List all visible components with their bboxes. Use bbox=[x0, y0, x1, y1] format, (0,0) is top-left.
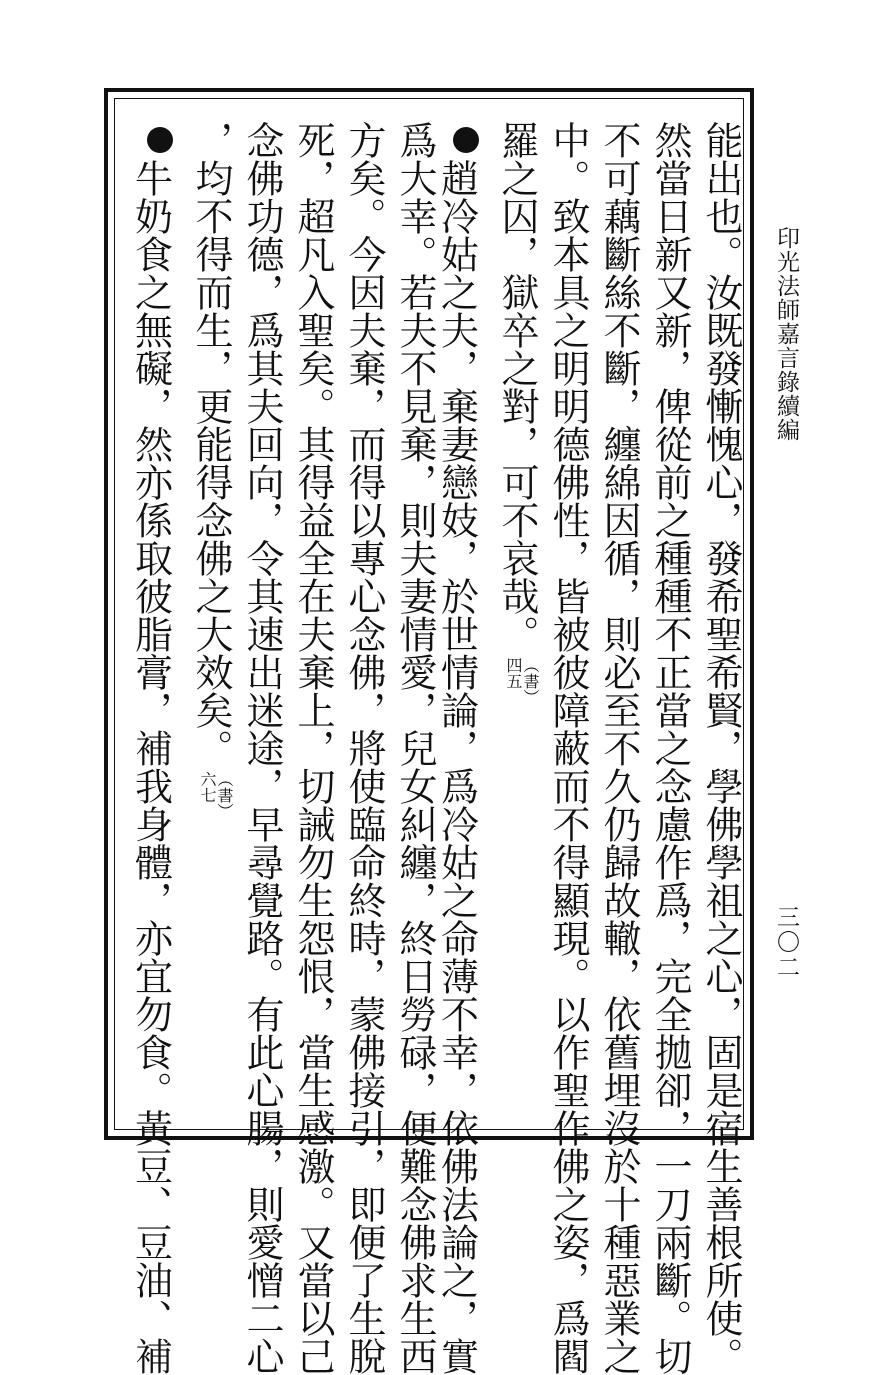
source-note-number: 六七 bbox=[198, 771, 217, 803]
source-note bbox=[199, 771, 233, 819]
text-column-10 bbox=[240, 121, 284, 1375]
source-note bbox=[505, 657, 539, 705]
column-text: 能出也。汝既發慚愧心，發希聖希賢，學佛學祖之心，固是宿生善根所使。 bbox=[699, 121, 743, 1375]
column-text: 羅之囚，獄卒之對，可不哀哉。 bbox=[495, 121, 539, 653]
text-column-8 bbox=[342, 121, 386, 1375]
text-column-7 bbox=[393, 121, 437, 1375]
column-text: 念佛功德，爲其夫回向，令其速出迷途，早尋覺路。有此心腸，則愛憎二心 bbox=[240, 121, 284, 1375]
source-note-number: 四五 bbox=[504, 657, 523, 689]
column-text: 方矣。今因夫棄，而得以專心念佛，將使臨命終時，蒙佛接引，即便了生脫 bbox=[342, 121, 386, 1375]
column-text: 然當日新又新，俾從前之種種不正當之念慮作爲，完全拋卻，一刀兩斷。切 bbox=[648, 121, 692, 1375]
text-column-1 bbox=[699, 121, 743, 1375]
column-text: ，均不得而生，更能得念佛之大效矣。 bbox=[189, 121, 233, 767]
column-text: 牛奶食之無礙，然亦係取彼脂膏，補我身體，亦宜勿食。黃豆、豆油、補 bbox=[128, 159, 173, 1375]
source-note-label: （書） bbox=[521, 657, 540, 705]
text-column-6 bbox=[434, 121, 488, 1375]
text-column-2 bbox=[648, 121, 692, 1375]
column-text: 死，超凡入聖矣。其得益全在夫棄上，切誡勿生怨恨，當生感激。又當以己 bbox=[291, 121, 335, 1375]
text-column-12 bbox=[128, 121, 182, 1375]
text-column-5 bbox=[495, 121, 539, 705]
text-column-3 bbox=[597, 121, 641, 1375]
column-text: 不可藕斷絲不斷，纏綿因循，則必至不久仍歸故轍，依舊埋沒於十種惡業之 bbox=[597, 121, 641, 1375]
text-column-9 bbox=[291, 121, 335, 1375]
bullet-icon bbox=[453, 127, 479, 153]
book-title: 印光法師嘉言錄續編 bbox=[773, 226, 799, 442]
text-column-11 bbox=[189, 121, 233, 819]
bullet-icon bbox=[147, 127, 173, 153]
column-text: 趙冷姑之夫，棄妻戀妓，於世情論，爲冷姑之命薄不幸，依佛法論之，實 bbox=[434, 159, 479, 1375]
source-note-label: （書） bbox=[215, 771, 234, 819]
text-column-4 bbox=[546, 121, 590, 1375]
column-text: 中。致本具之明明德佛性，皆被彼障蔽而不得顯現。以作聖作佛之姿，爲閻 bbox=[546, 121, 590, 1375]
column-text: 爲大幸。若夫不見棄，則夫妻情愛，兒女糾纏，終日勞碌，便難念佛求生西 bbox=[393, 121, 437, 1375]
page-number: 三〇二 bbox=[773, 905, 799, 980]
